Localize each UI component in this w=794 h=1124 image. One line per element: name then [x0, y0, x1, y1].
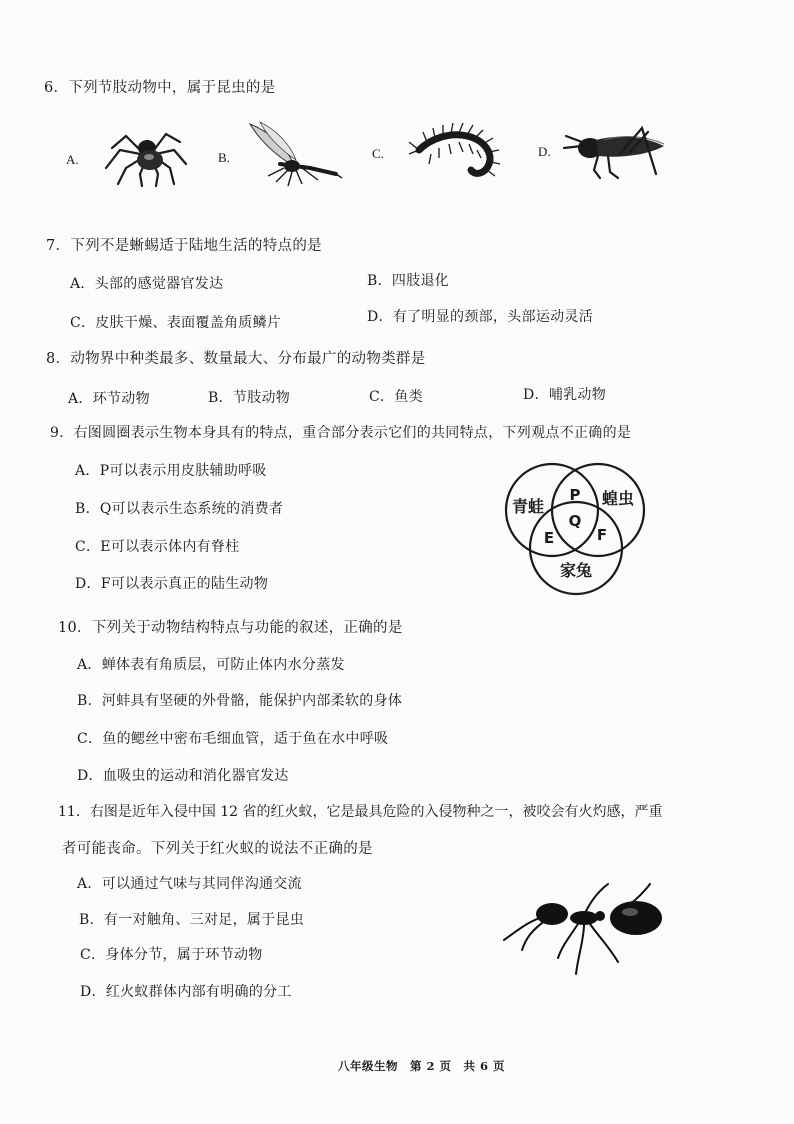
q6-option-b-label: B. [218, 150, 230, 165]
q7-option-b: B．四肢退化 [367, 273, 450, 289]
q11-stem-line1: 11．右图是近年入侵中国 12 省的红火蚁，它是最具危险的入侵物种之一，被咬会有火灼感，严重 [58, 804, 663, 820]
q10-option-b: B．河蚌具有坚硬的外骨骼，能保护内部柔软的身体 [77, 693, 403, 709]
venn-label-locust: 蝗虫 [601, 489, 635, 508]
q7-option-c: C．皮肤干燥、表面覆盖角质鳞片 [70, 315, 282, 331]
q9-option-d: D．F可以表示真正的陆生动物 [75, 576, 269, 592]
venn-region-f: F [596, 526, 608, 544]
q7-option-d: D．有了明显的颈部，头部运动灵活 [367, 309, 594, 325]
q8-stem: 8．动物界中种类最多、数量最大、分布最广的动物类群是 [46, 351, 426, 367]
q9-option-c: C．E可以表示体内有脊柱 [75, 539, 240, 555]
q9-option-b: B．Q可以表示生态系统的消费者 [75, 501, 284, 517]
q6-option-c-label: C. [372, 146, 384, 161]
spider-icon [100, 124, 192, 188]
q8-option-a: A．环节动物 [68, 391, 150, 407]
venn-label-frog: 青蛙 [511, 497, 545, 516]
venn-region-p: P [569, 486, 581, 504]
venn-label-rabbit: 家兔 [559, 561, 593, 580]
q10-option-c: C．鱼的鳃丝中密布毛细血管，适于鱼在水中呼吸 [77, 731, 389, 747]
q10-option-d: D．血吸虫的运动和消化器官发达 [77, 768, 289, 784]
venn-diagram [494, 460, 654, 596]
venn-region-q: Q [568, 512, 582, 530]
q8-option-d: D．哺乳动物 [523, 387, 607, 403]
q9-stem: 9．右图圆圈表示生物本身具有的特点，重合部分表示它们的共同特点，下列观点不正确的是 [50, 425, 632, 441]
ant-icon [500, 880, 676, 976]
q10-option-a: A．蝉体表有角质层，可防止体内水分蒸发 [77, 657, 345, 673]
q7-stem: 7．下列不是蜥蜴适于陆地生活的特点的是 [46, 238, 322, 254]
q9-option-a: A．P可以表示用皮肤辅助呼吸 [75, 463, 267, 479]
mosquito-icon [240, 118, 344, 188]
venn-region-e: E [543, 529, 555, 547]
grasshopper-icon [560, 112, 670, 184]
q11-option-b: B．有一对触角、三对足，属于昆虫 [79, 912, 305, 928]
q7-option-a: A．头部的感觉器官发达 [70, 276, 224, 292]
page-footer: 八年级生物 第 2 页 共 6 页 [338, 1059, 506, 1073]
q11-stem-line2: 者可能丧命。下列关于红火蚁的说法不正确的是 [62, 841, 373, 857]
q6-stem: 6．下列节肢动物中，属于昆虫的是 [44, 80, 276, 96]
q6-option-d-label: D. [538, 144, 551, 159]
q11-option-d: D．红火蚁群体内部有明确的分工 [80, 984, 292, 1000]
q11-option-c: C．身体分节，属于环节动物 [80, 947, 263, 963]
q6-option-a-label: A. [66, 152, 79, 167]
q11-option-a: A．可以通过气味与其同伴沟通交流 [77, 876, 302, 892]
q8-option-c: C．鱼类 [369, 389, 423, 405]
centipede-icon [405, 120, 501, 184]
q8-option-b: B．节肢动物 [208, 390, 291, 406]
q10-stem: 10．下列关于动物结构特点与功能的叙述，正确的是 [58, 620, 403, 636]
